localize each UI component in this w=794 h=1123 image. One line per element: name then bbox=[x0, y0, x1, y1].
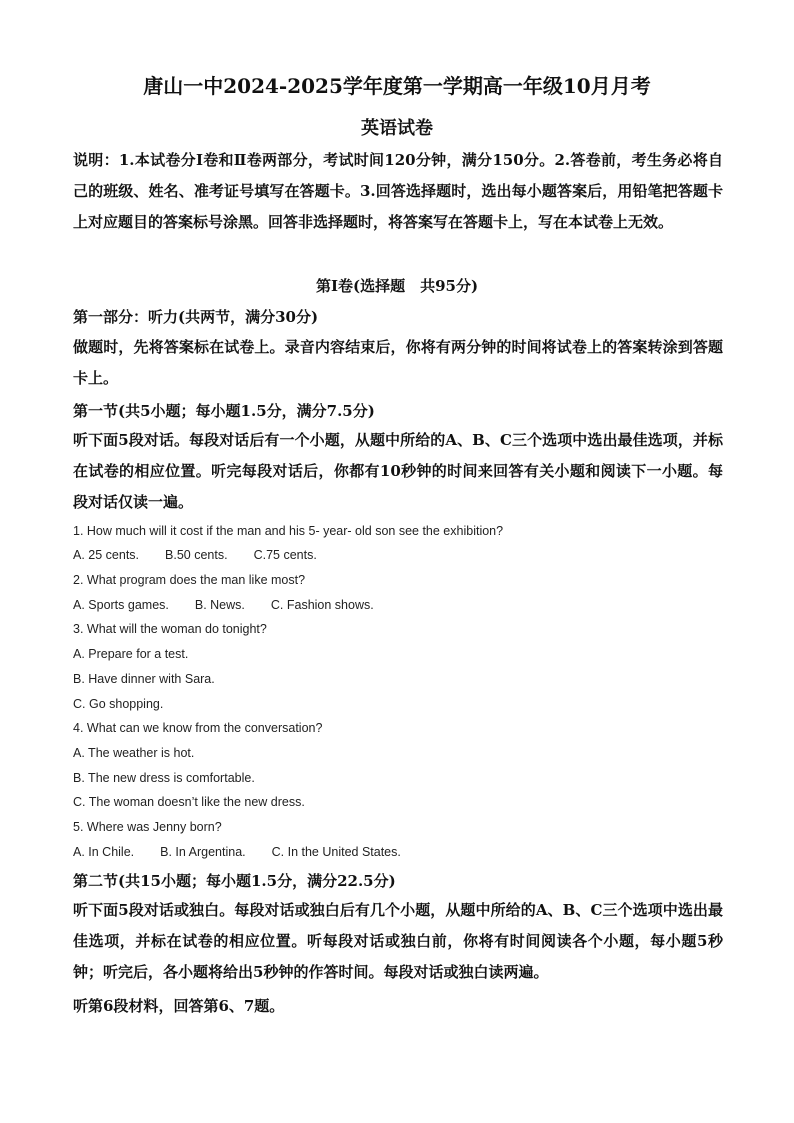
option-c: C. In the United States. bbox=[271, 845, 401, 859]
option-b: B. In Argentina. bbox=[160, 845, 246, 859]
question-5-options bbox=[73, 845, 427, 859]
question-5: 5. Where was Jenny born? bbox=[73, 820, 222, 834]
question-3-option-b: B. Have dinner with Sara. bbox=[73, 672, 215, 686]
part1-intro: 做题时，先将答案标在试卷上。录音内容结束后，你将有两分钟的时间将试卷上的答案转涂到答题卡上。 bbox=[73, 338, 723, 387]
question-2: 2. What program does the man like most? bbox=[73, 573, 306, 587]
option-b: B.50 cents. bbox=[165, 548, 228, 562]
volume-heading: 第Ⅰ卷(选择题 共95分) bbox=[315, 277, 479, 295]
instructions-paragraph: 说明：1.本试卷分Ⅰ卷和Ⅱ卷两部分，考试时间120分钟，满分150分。2.答卷前，考生务必将自己的班级、姓名、准考证号填写在答题卡。3.回答选择题时，选出每小题答案后，用铅笔把答题卡上对应题目的答案标号涂黑。回答非选择题时，将答案写在答题卡上，写在本试卷上无效。 bbox=[73, 151, 723, 231]
question-1: 1. How much will it cost if the man and his 5- year- old son see the exhibition? bbox=[73, 524, 504, 538]
question-3-option-a: A. Prepare for a test. bbox=[73, 647, 189, 661]
option-c: C. Fashion shows. bbox=[270, 598, 374, 612]
question-4-option-a: A. The weather is hot. bbox=[73, 746, 195, 760]
section2-material: 听第6段材料，回答第6、7题。 bbox=[73, 997, 285, 1015]
question-2-options bbox=[73, 598, 400, 612]
option-a: A. 25 cents. bbox=[73, 548, 140, 562]
question-4-option-b: B. The new dress is comfortable. bbox=[73, 771, 255, 785]
option-c: C.75 cents. bbox=[253, 548, 317, 562]
section2-intro: 听下面5段对话或独白。每段对话或独白后有几个小题，从题中所给的A、B、C三个选项中选出最佳选项，并标在试卷的相应位置。听每段对话或独白前，你将有时间阅读各个小题，每小题5秒钟；听完后，各小题将给出5秒钟的作答时间。每段对话或独白读两遍。 bbox=[73, 901, 723, 981]
option-a: A. Sports games. bbox=[73, 598, 169, 612]
exam-subtitle: 英语试卷 bbox=[361, 118, 433, 139]
question-4-option-c: C. The woman doesn’t like the new dress. bbox=[73, 795, 305, 809]
question-4: 4. What can we know from the conversation? bbox=[73, 721, 323, 735]
question-1-options bbox=[73, 548, 343, 562]
question-3-option-c: C. Go shopping. bbox=[73, 697, 164, 711]
exam-title: 唐山一中2024-2025学年度第一学期高一年级10月月考 bbox=[143, 74, 651, 98]
option-a: A. In Chile. bbox=[73, 845, 135, 859]
section1-intro: 听下面5段对话。每段对话后有一个小题，从题中所给的A、B、C三个选项中选出最佳选项，并标在试卷的相应位置。听完每段对话后，你都有10秒钟的时间来回答有关小题和阅读下一小题。每段对话仅读一遍。 bbox=[73, 431, 723, 511]
section1-heading: 第一节(共5小题；每小题1.5分，满分7.5分) bbox=[73, 402, 375, 420]
option-b: B. News. bbox=[194, 598, 245, 612]
question-3: 3. What will the woman do tonight? bbox=[73, 622, 267, 636]
part1-heading: 第一部分：听力(共两节，满分30分) bbox=[73, 308, 319, 326]
section2-heading: 第二节(共15小题；每小题1.5分，满分22.5分) bbox=[73, 872, 396, 890]
